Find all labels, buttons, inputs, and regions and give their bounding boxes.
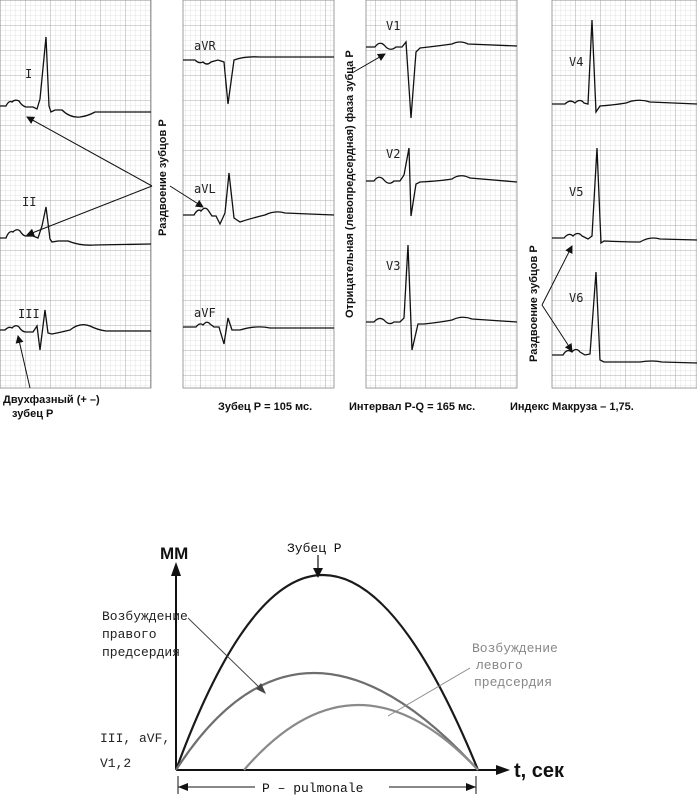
left-atrium-label-2: левого <box>476 658 523 673</box>
top-label: Зубец Р <box>287 541 342 556</box>
lead-label-v3: V3 <box>386 259 401 273</box>
right-atrium-label-1: Возбуждение <box>102 609 188 624</box>
pointer-right-atrium <box>188 618 263 691</box>
duration-label: P – pulmonale <box>262 781 364 796</box>
left-atrium-label-1: Возбуждение <box>472 641 558 656</box>
lead-label-iii: III <box>18 307 40 321</box>
leads-label-1: III, aVF, <box>100 731 171 746</box>
lead-label-v6: V6 <box>569 291 584 305</box>
x-axis-arrowhead <box>496 765 510 775</box>
lead-label-i: I <box>25 67 33 81</box>
left-atrium-label-3: предсердия <box>474 675 553 690</box>
annotation-p-split-2: Раздвоение зубцов Р <box>528 245 540 362</box>
curve-total-p-wave <box>176 575 478 770</box>
annotation-negative-phase: Отрицательная (левопредсердная) фаза зубца Р <box>344 50 356 318</box>
lead-label-avr: aVR <box>194 39 216 53</box>
annotation-p-split-1: Раздвоение зубцов Р <box>157 119 169 236</box>
right-atrium-label-3: предсердия <box>102 645 181 660</box>
lead-label-ii: II <box>22 195 37 209</box>
lead-label-v4: V4 <box>569 55 584 69</box>
pointer-left-atrium <box>388 668 470 716</box>
lead-label-v2: V2 <box>386 147 401 161</box>
lead-label-v1: V1 <box>386 19 401 33</box>
caption-p-wave: Зубец Р = 105 мс. <box>218 401 313 413</box>
lead-label-avl: aVL <box>194 182 216 196</box>
lead-label-v5: V5 <box>569 185 584 199</box>
x-axis-label: t, сек <box>514 760 565 782</box>
caption-macruz-index: Индекс Макруза – 1,75. <box>510 401 634 413</box>
y-axis-arrowhead <box>171 562 181 576</box>
ecg-panel-chest-a <box>366 0 517 388</box>
lead-label-avf: aVF <box>194 306 216 320</box>
ecg-panel-limb <box>0 0 151 388</box>
p-pulmonale-diagram <box>100 541 565 796</box>
right-atrium-label-2: правого <box>102 627 157 642</box>
duration-arrow-left <box>178 783 188 791</box>
leads-label-2: V1,2 <box>100 756 132 771</box>
duration-arrow-right <box>466 783 476 791</box>
caption-biphasic-line1: Двухфазный (+ –) <box>3 394 100 406</box>
y-axis-label: ММ <box>160 544 189 563</box>
curve-left-atrium <box>244 705 478 770</box>
caption-biphasic-line2: зубец Р <box>12 408 54 420</box>
caption-pq-interval: Интервал P-Q = 165 мс. <box>349 401 476 413</box>
curve-right-atrium <box>176 673 478 770</box>
